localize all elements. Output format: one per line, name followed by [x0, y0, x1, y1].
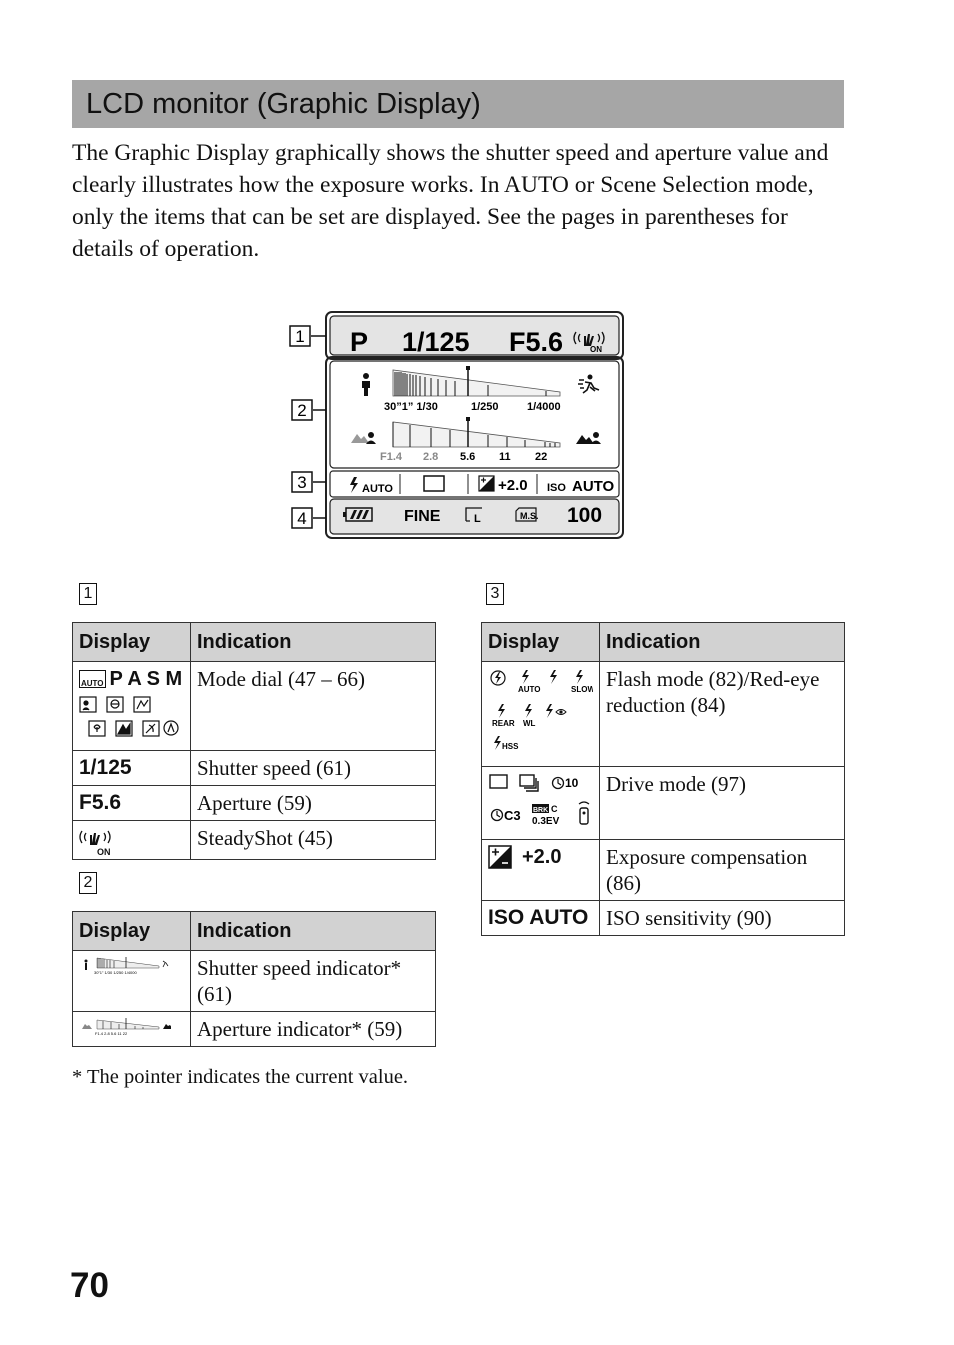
footnote-text: * The pointer indicates the current value. — [72, 1066, 409, 1088]
lcd-remaining: 100 — [567, 504, 603, 527]
slow-sync-icon — [571, 670, 593, 694]
header-display: Display — [73, 912, 191, 951]
table-row — [73, 1012, 436, 1047]
auto-mode-icon — [79, 670, 106, 688]
steadyshot-icon — [79, 825, 113, 857]
shutter-scale-label-1: 30”1” 1/30 — [384, 401, 438, 413]
header-display: Display — [73, 623, 191, 662]
lcd-quality: FINE — [404, 508, 441, 525]
callout-2-label: 2 — [297, 401, 307, 420]
lcd-iso-value: AUTO — [572, 478, 615, 495]
fill-flash-icon — [550, 670, 557, 684]
indication-cell: Aperture indicator* (59) — [191, 1012, 436, 1047]
mode-dial-icons — [73, 662, 191, 751]
indication-cell: Shutter speed indicator* (61) — [191, 951, 436, 1012]
exposure-value: +2.0 — [522, 846, 562, 868]
table-header — [482, 623, 845, 662]
self-timer-c3-label: C3 — [504, 808, 521, 823]
section-2-table — [72, 911, 436, 1047]
section-3-table — [481, 622, 845, 936]
steadyshot-display-cell — [73, 821, 191, 860]
indication-cell: Exposure compensation (86) — [600, 840, 845, 901]
bracket-icon — [532, 804, 560, 827]
callout-4-label: 4 — [297, 509, 307, 528]
section-2-number: 2 — [79, 872, 97, 894]
table-row — [482, 662, 845, 767]
flash-rear-label: REAR — [492, 719, 515, 728]
callout-2 — [292, 400, 326, 420]
lcd-aperture: F5.6 — [509, 327, 564, 357]
steadyshot-on-label: ON — [97, 847, 111, 857]
aperture-indicator-icon — [73, 1012, 191, 1047]
header-indication: Indication — [191, 912, 436, 951]
aperture-scale-label-1: F1.4 — [380, 451, 403, 463]
table-row — [482, 901, 845, 936]
exposure-compensation-icon — [479, 476, 494, 491]
flash-auto-icon — [518, 670, 541, 694]
table-row — [73, 821, 436, 860]
display-cell: ISO AUTO — [482, 901, 600, 936]
memory-stick-label: M.S. — [520, 511, 539, 521]
callout-3 — [292, 472, 326, 492]
lcd-mode: P — [350, 327, 369, 357]
flash-off-icon — [491, 671, 505, 685]
auto-mode-label: AUTO — [81, 679, 104, 688]
lcd-iso-label: ISO — [547, 482, 566, 494]
indication-cell: Shutter speed (61) — [191, 751, 436, 786]
exposure-display-cell — [482, 840, 600, 901]
table-header — [73, 912, 436, 951]
image-size-label: L — [474, 513, 481, 525]
flash-hss-label: HSS — [502, 742, 519, 751]
self-timer-10-label: 10 — [565, 776, 579, 790]
lcd-ev-value: +2.0 — [498, 477, 528, 494]
flash-slow-label: SLOW — [571, 685, 593, 694]
scene-mode-icons — [79, 692, 179, 740]
bracket-step-label: 0.3EV — [532, 816, 560, 827]
continuous-shot-icon — [520, 775, 538, 791]
table-row — [73, 786, 436, 821]
indication-cell: Drive mode (97) — [600, 767, 845, 840]
aperture-scale-label-4: 11 — [499, 451, 511, 463]
header-indication: Indication — [600, 623, 845, 662]
flash-auto-label: AUTO — [518, 685, 541, 694]
hss-flash-icon — [494, 736, 519, 751]
table-header — [73, 623, 436, 662]
shutter-scale-label-2: 1/250 — [471, 401, 499, 413]
indication-cell: SteadyShot (45) — [191, 821, 436, 860]
flash-auto-label: AUTO — [362, 483, 393, 495]
aperture-scale-label-2: 2.8 — [423, 451, 439, 463]
callout-4 — [292, 508, 326, 528]
section-3-number: 3 — [486, 583, 504, 605]
callout-1 — [290, 326, 326, 346]
table-row — [482, 767, 845, 840]
indication-cell: Mode dial (47 – 66) — [191, 662, 436, 751]
shutter-indicator-icon — [73, 951, 191, 1012]
indication-cell: Aperture (59) — [191, 786, 436, 821]
header-indication: Indication — [191, 623, 436, 662]
lcd-shutter: 1/125 — [402, 327, 470, 357]
lcd-diagram — [280, 305, 630, 545]
exposure-compensation-icon — [488, 845, 512, 869]
aperture-scale-label-5: 22 — [535, 451, 548, 463]
indication-cell: Flash mode (82)/Red-eye reduction (84) — [600, 662, 845, 767]
shutter-scale-label-3: 1/4000 — [527, 401, 561, 413]
intro-paragraph: The Graphic Display graphically shows the shutter speed and aperture value and clearly illustrates how the exposure works. In AUTO or Scene Selection mode, only the items that can be set are displayed. See the pages in parentheses for details of operation. — [72, 140, 829, 262]
page-number: 70 — [70, 1266, 109, 1305]
display-cell: 1/125 — [73, 751, 191, 786]
svg-text:F1.4 2.8 5.6 11 22: F1.4 2.8 5.6 11 22 — [95, 1031, 128, 1036]
header-display: Display — [482, 623, 600, 662]
display-cell: F5.6 — [73, 786, 191, 821]
drive-mode-icons — [482, 767, 600, 840]
section-1-table — [72, 622, 436, 860]
table-row — [73, 751, 436, 786]
callout-3-label: 3 — [297, 473, 307, 492]
flash-mode-icons — [482, 662, 600, 767]
self-timer-10-icon — [553, 776, 579, 790]
wireless-flash-icon — [523, 704, 536, 728]
single-shot-icon — [490, 775, 507, 788]
steadyshot-on-label: ON — [590, 345, 602, 354]
bracket-c-label: C — [551, 804, 558, 814]
section-title-bar — [72, 80, 844, 128]
section-1-number: 1 — [79, 583, 97, 605]
footnote — [72, 1063, 448, 1091]
indication-cell: ISO sensitivity (90) — [600, 901, 845, 936]
rear-sync-icon — [492, 704, 515, 728]
red-eye-icon — [546, 704, 566, 718]
self-timer-c3-icon — [492, 808, 521, 823]
callout-1-label: 1 — [295, 327, 305, 346]
remote-commander-icon — [579, 802, 589, 824]
flash-wl-label: WL — [523, 719, 536, 728]
table-row — [73, 951, 436, 1012]
aperture-scale-label-3: 5.6 — [460, 451, 476, 463]
table-row — [482, 840, 845, 901]
pasm-label: P A S M — [109, 668, 183, 690]
svg-text:30”1” 1/30 1/250 1/40: 30”1” 1/30 1/250 1/4000 — [94, 970, 137, 975]
bracket-brk-label: BRK — [533, 807, 549, 814]
page-title: LCD monitor (Graphic Display) — [86, 88, 481, 120]
table-row — [73, 662, 436, 751]
